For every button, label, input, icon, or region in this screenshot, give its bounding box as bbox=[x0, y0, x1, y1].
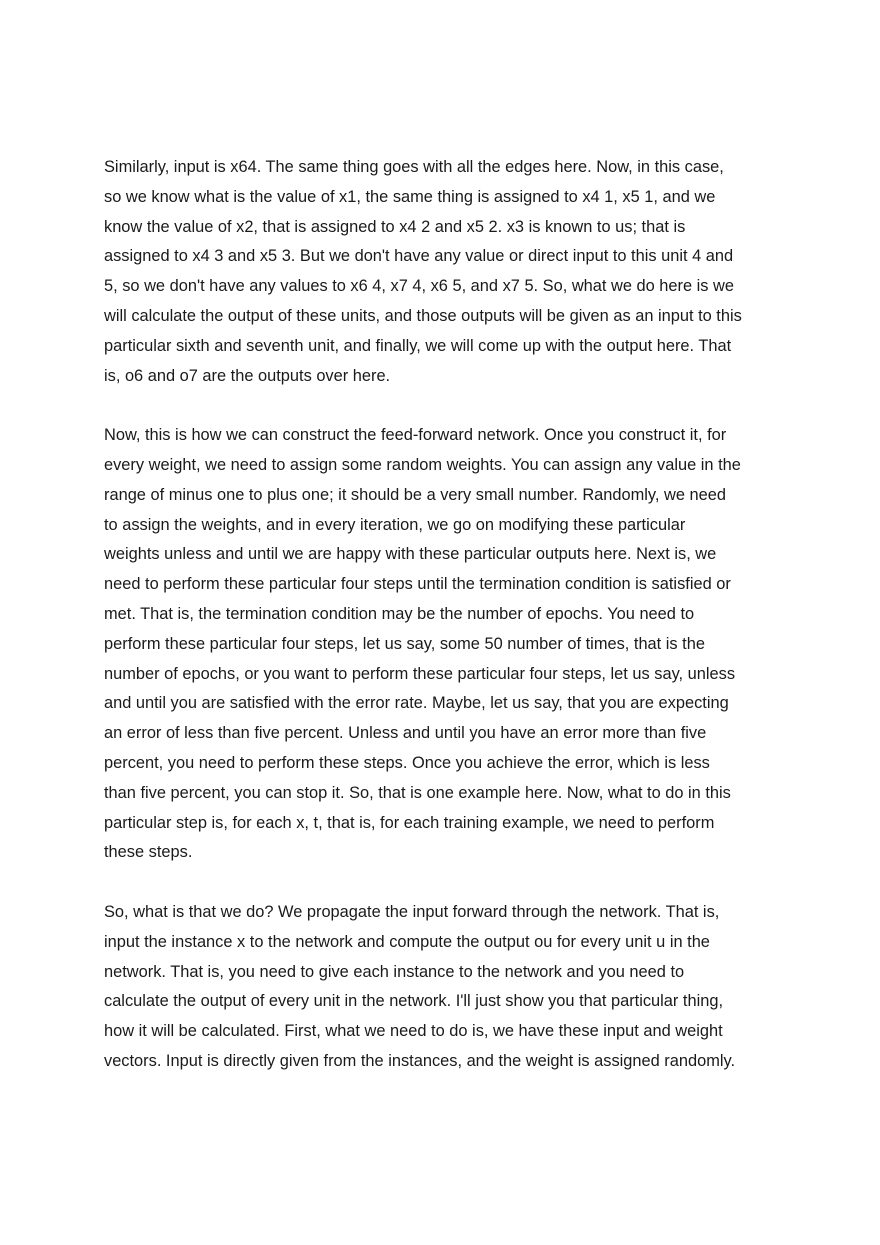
text-line: network. That is, you need to give each instance to the network and you need to bbox=[104, 962, 685, 981]
text-line: Similarly, input is x64. The same thing goes with all the edges here. Now, in this case, bbox=[104, 158, 724, 176]
text-line: vectors. Input is directly given from the instances, and the weight is assigned randomly. bbox=[104, 1051, 736, 1070]
text-line: perform these particular four steps, let us say, some 50 number of times, that is the bbox=[104, 634, 705, 653]
document-page bbox=[104, 153, 794, 1107]
text-line: range of minus one to plus one; it should be a very small number. Randomly, we need bbox=[104, 485, 726, 504]
text-line: how it will be calculated. First, what we need to do is, we have these input and weight bbox=[104, 1022, 723, 1041]
text-line: particular sixth and seventh unit, and finally, we will come up with the output here. That bbox=[104, 336, 732, 355]
text-line: than five percent, you can stop it. So, that is one example here. Now, what to do in this bbox=[104, 783, 731, 802]
text-line: these steps. bbox=[104, 843, 193, 862]
text-line: input the instance x to the network and compute the output ou for every unit u in the bbox=[104, 932, 710, 951]
text-line: assigned to x4 3 and x5 3. But we don't have any value or direct input to this unit 4 and bbox=[104, 247, 734, 266]
text-line: know the value of x2, that is assigned to x4 2 and x5 2. x3 is known to us; that is bbox=[104, 217, 686, 236]
text-line: will calculate the output of these units, and those outputs will be given as an input to this bbox=[104, 306, 742, 325]
text-line: is, o6 and o7 are the outputs over here. bbox=[104, 366, 391, 385]
text-line: to assign the weights, and in every iteration, we go on modifying these particular bbox=[104, 515, 686, 534]
paragraph-3 bbox=[104, 898, 794, 1077]
text-line: calculate the output of every unit in the network. I'll just show you that particular thing, bbox=[104, 992, 724, 1011]
text-line: number of epochs, or you want to perform these particular four steps, let us say, unless bbox=[104, 664, 736, 683]
text-line: need to perform these particular four steps until the termination condition is satisfied or bbox=[104, 575, 731, 594]
text-line: 5, so we don't have any values to x6 4, x7 4, x6 5, and x7 5. So, what we do here is we bbox=[104, 277, 734, 296]
text-line: an error of less than five percent. Unless and until you have an error more than five bbox=[104, 724, 707, 743]
text-line: weights unless and until we are happy with these particular outputs here. Next is, we bbox=[104, 545, 717, 564]
paragraph-1 bbox=[104, 153, 794, 391]
text-line: so we know what is the value of x1, the same thing is assigned to x4 1, x5 1, and we bbox=[104, 187, 716, 206]
text-line: met. That is, the termination condition may be the number of epochs. You need to bbox=[104, 604, 695, 623]
text-line: every weight, we need to assign some random weights. You can assign any value in the bbox=[104, 455, 741, 474]
text-line: So, what is that we do? We propagate the input forward through the network. That is, bbox=[104, 902, 720, 921]
text-line: and until you are satisfied with the error rate. Maybe, let us say, that you are expecting bbox=[104, 694, 729, 713]
paragraph-2 bbox=[104, 421, 794, 868]
text-line: percent, you need to perform these steps. Once you achieve the error, which is less bbox=[104, 753, 710, 772]
text-line: particular step is, for each x, t, that is, for each training example, we need to perform bbox=[104, 813, 715, 832]
text-line: Now, this is how we can construct the feed-forward network. Once you construct it, for bbox=[104, 426, 727, 445]
